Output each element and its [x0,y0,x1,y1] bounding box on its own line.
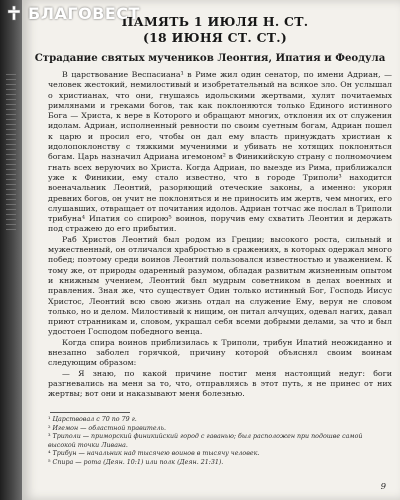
footnote-3: ³ Триполи — приморский финикийский город с гаванью; был расположен при подошве самой высокой точки Ливана. [48,433,363,449]
paragraph-3: Когда спира воинов приблизилась к Триполи, трибун Ипатий неожиданно и внезапно заболел горячкой, причину которой объяснял своим воинам следующим образом: [48,337,392,368]
watermark [0,2,146,24]
watermark-text: БЛАГОВЕСТ [28,3,140,23]
binding-texture [6,70,16,230]
footnote-1: ¹ Царствовал с 70 по 79 г. [48,416,137,423]
footnotes [48,416,390,468]
paragraph-2: Раб Христов Леонтий был родом из Греции; высокого роста, сильный и мужественный, он отличался храбростью в сражениях, в которых одержал много побед; поэтому среди воинов Леонтий пользовался известностью и уважением. К тому же, от природы одаренный разумом, обладая развитым жизненным опытом и книжным учением, Леонтий был мудрым советником в делах военных и правления. Зная же, что существует Один только истинный Бог, Господь Иисус Христос, Леонтий всю свою жизнь отдал на служение Ему, веруя не словом только, но и делом. Милостивый к нищим, он питал алчущих, одевал нагих, давал приют странникам и, словом, украшал себя всеми добрыми делами, за что и был удостоен Господом победного венца. [48,234,392,337]
heading-line-1: ПАМЯТЬ 1 ИЮЛЯ Н. СТ. [121,14,309,29]
main-text [48,70,392,400]
footnote-divider [50,412,130,413]
paragraph-4: — Я знаю, по какой причине постиг меня настоящий недуг: боги разгневались на меня за то, что, отправляясь в этот путь, я не принес от них жертвы; вот они и наказывают меня болезнью. [48,368,392,399]
heading-line-2: (18 ИЮНЯ СТ. СТ.) [142,30,288,45]
footnote-4: ⁴ Трибун — начальник над тысячею воинов в тысячу человек. [48,450,260,458]
footnote-2: ² Игемон — областной правитель. [48,424,166,432]
page-number: 9 [380,482,386,492]
book-binding [0,0,22,500]
book-page [22,0,400,500]
footnote-5: ⁵ Спира — рота (Деян. 10:1) или полк (Деян. 21:31). [48,458,224,466]
paragraph-1: В царствование Веспасиана¹ в Риме жил один сенатор, по имени Адриан, — человек жестокий, немилостивый и изобретательный на всякое зло. Он услышал о христианах, что они, гнушаясь идольскими жертвами, хулят почитаемых римлянами и греками богов, так как поклоняются только Единого истинного Бога — Христа, к вере в Которого и обращают многих, отклоняя их от служения идолам. Адриан, исполненный ревности по своим суетным богам, Адриан пошел к царю и просил его, чтобы он дал ему власть принуждать христиан к идолопоклонству с тяжкими мучениями и убивать не хотящих поклоняться богам. Царь назначил Адриана игемоном² в Финикийскую страну с полномочием гнать всех веруючих во Христа. Когда Адриан, по выезде из Рима, приближался уже к Финикии, ему стало известно, что в городе Триполи³ находится военачальник Леонтий, разоряющий отеческие законы, а именно: укоряя древних богов, он учит не поклоняться и не приносить им жертв, чем многих, его слушавших, отвращает от почитания идолов. Адриан тотчас же послал в Триполи трибуна⁴ Ипатия со спирою⁵ воинов, поручив ему схватить Леонтия и держать под стражею до его прибытия. [48,70,392,234]
cross-icon [6,5,22,21]
section-title: Страдание святых мучеников Леонтия, Ипатия и Феодула [34,52,386,64]
